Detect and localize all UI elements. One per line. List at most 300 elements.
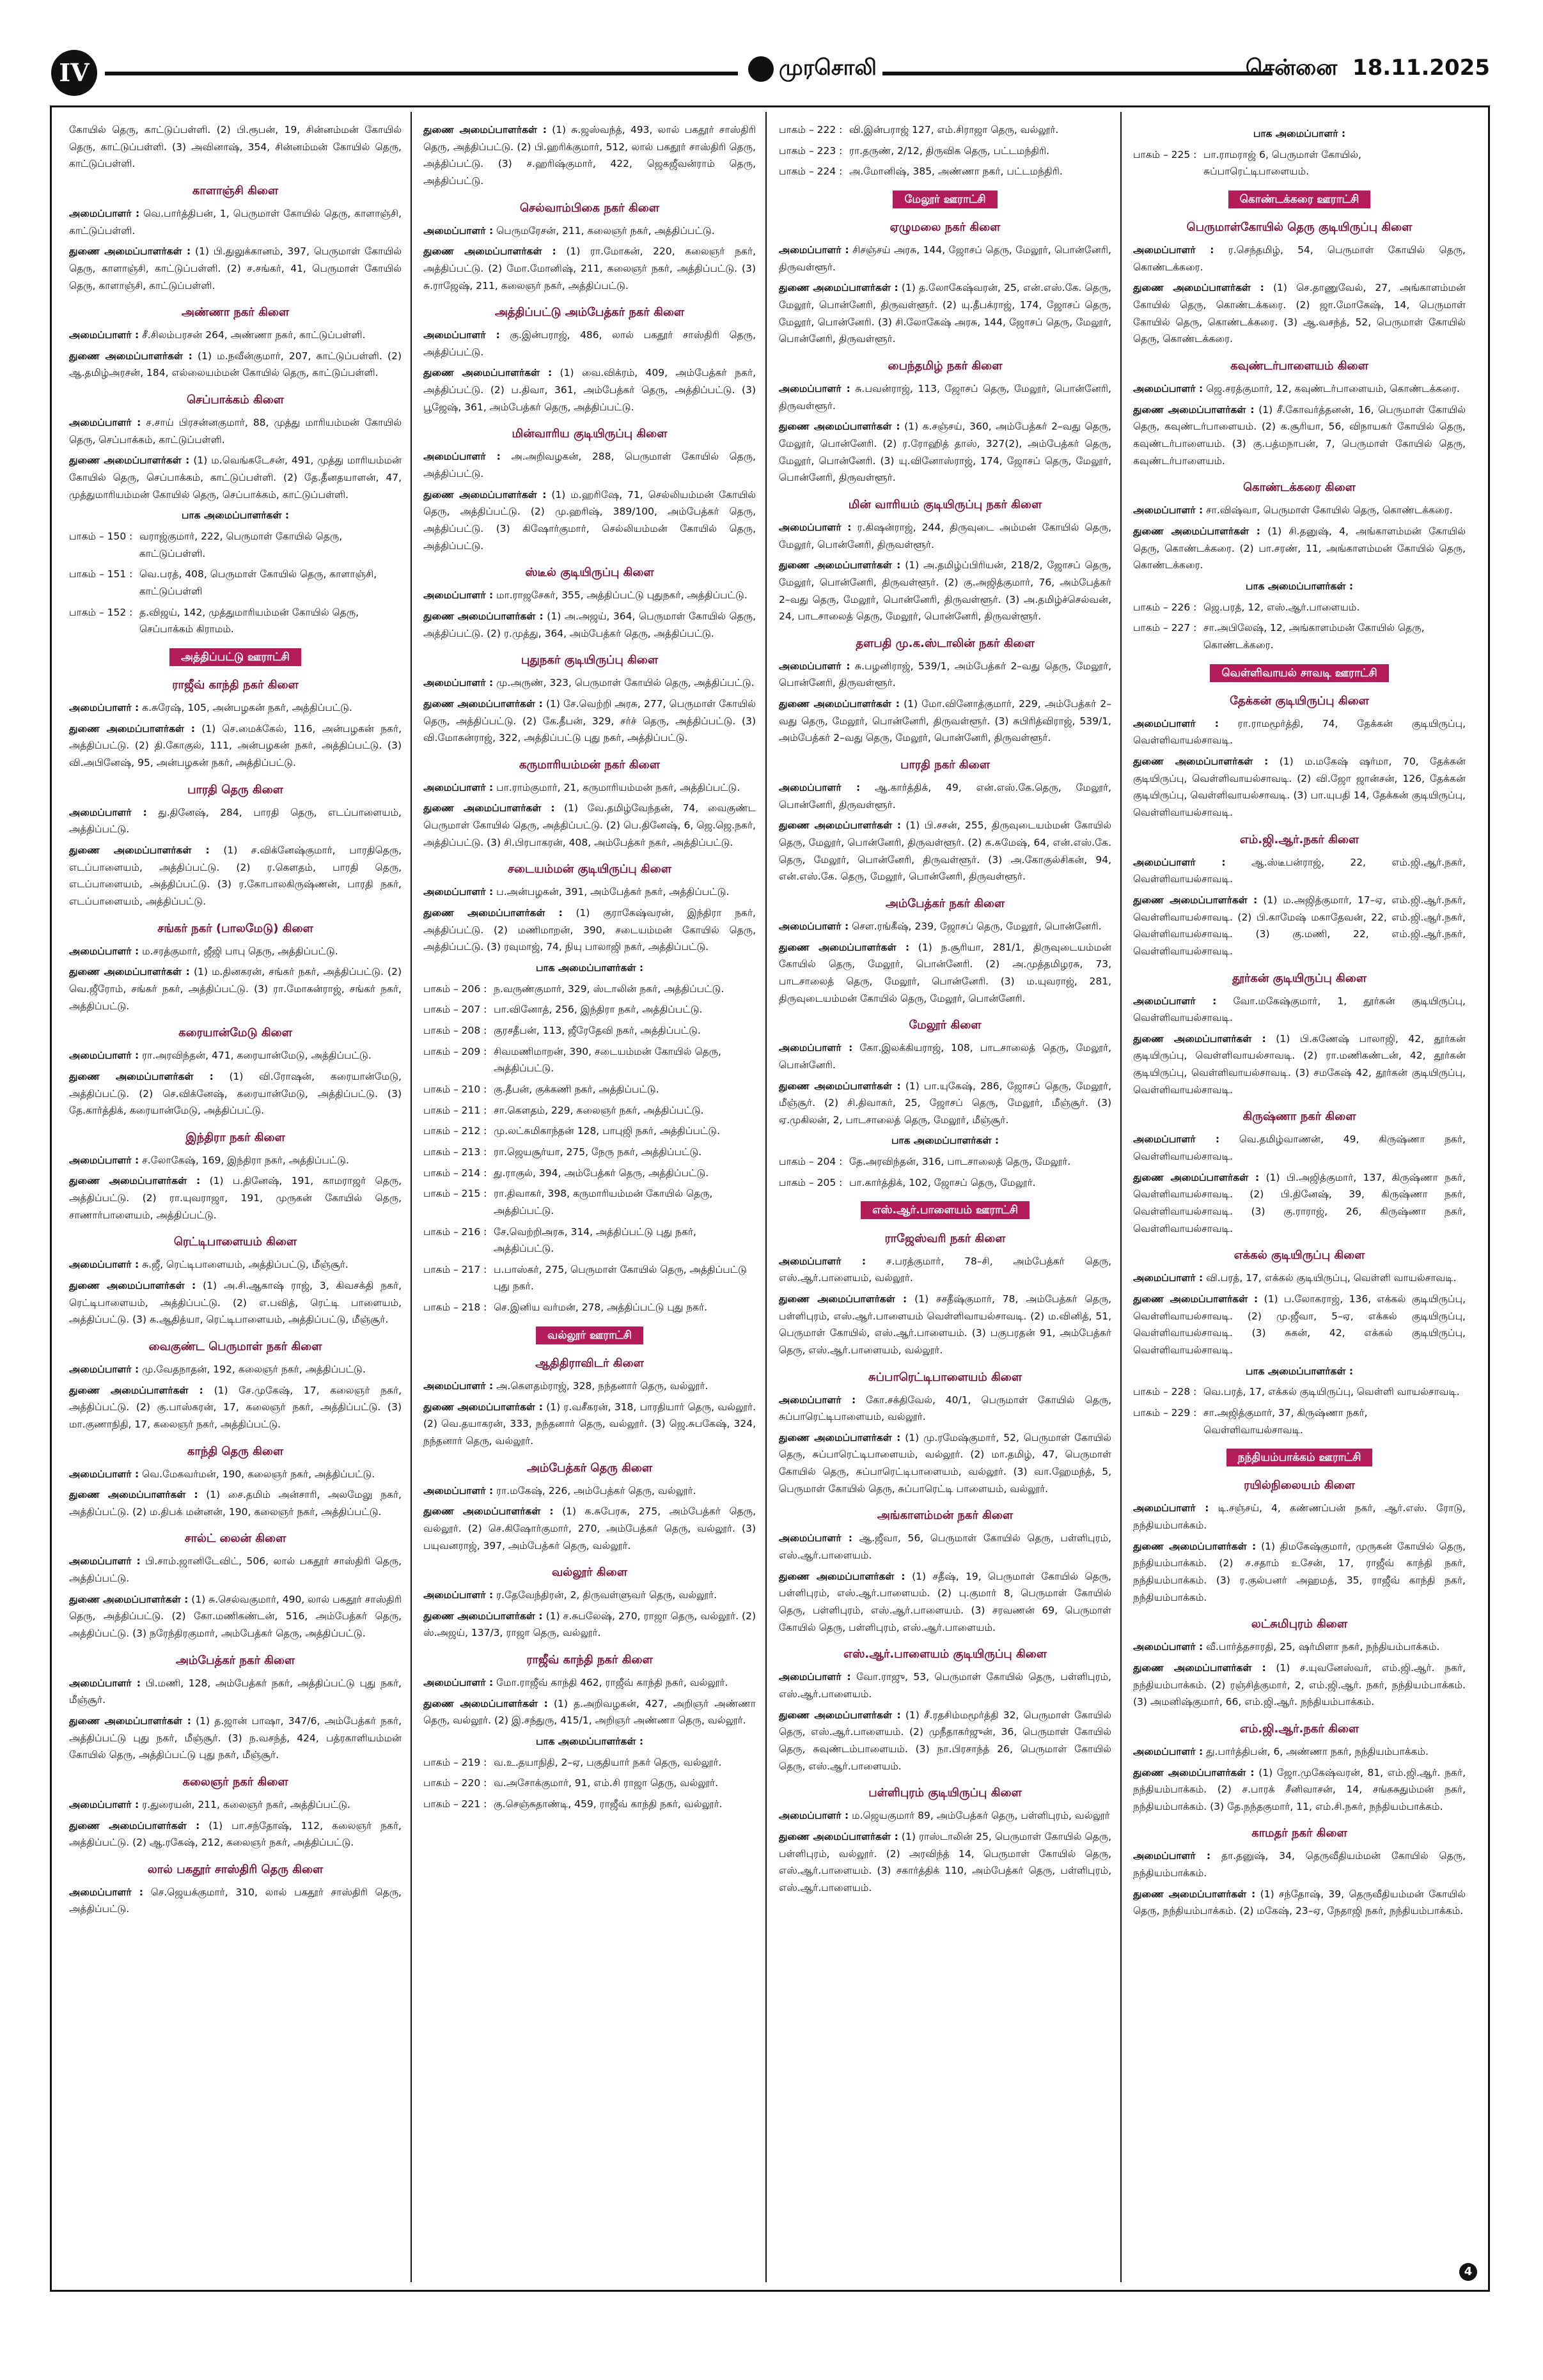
panchayat-name: கொண்டக்கரை ஊராட்சி	[1228, 191, 1371, 208]
organizer-entry	[779, 658, 1111, 692]
booth-number: பாகம் – 219 :	[423, 1756, 487, 1768]
entry-text: ரா.ராமமூர்த்தி, 74, தேக்கன் குடியிருப்பு, வெள்ளிவாயல்சாவடி.	[1133, 717, 1466, 747]
organizer-entry	[69, 1256, 402, 1273]
role-label: அமைப்பாளர் :	[1133, 504, 1203, 517]
organizer-entry	[423, 243, 756, 294]
role-label: அமைப்பாளர் :	[1133, 1745, 1203, 1757]
entry-text: ச.பரத்குமார், 78–சி, அம்பேத்கர் தெரு, எஸ்.ஆர்.பாளையம், வல்லூர்.	[779, 1255, 1111, 1284]
booth-entry	[423, 1123, 756, 1140]
organizer-entry	[69, 842, 402, 910]
booth-heading: பாக அமைப்பாளர்கள் :	[535, 961, 644, 974]
panchayat-name: மேலூர் ஊராட்சி	[893, 191, 997, 208]
organizer-entry	[423, 1503, 756, 1554]
branch-heading: அம்பேத்கர் நகர் கிளை	[175, 1653, 295, 1667]
role-label: துணை அமைப்பாளர்கள் :	[1133, 1766, 1255, 1778]
entry-text: ரா.மகேஷ், 226, அம்பேத்கர் தெரு, வல்லூர்.	[496, 1484, 696, 1497]
entry-text: சீ.சிலம்பரசன் 264, அண்ணா நகர், காட்டுப்பள்ளி.	[142, 329, 366, 341]
booth-number: பாகம் – 227 :	[1133, 622, 1197, 634]
organizer-entry	[779, 1530, 1111, 1564]
branch-heading: லால் பகதூர் சாஸ்திரி தெரு கிளை	[147, 1862, 324, 1876]
entry-text: ர.தேவேந்திரன், 2, திருவள்ளுவர் தெரு, வல்லூர்.	[496, 1589, 717, 1601]
booth-entry	[423, 1102, 756, 1119]
role-label: துணை அமைப்பாளர்கள் :	[1133, 403, 1255, 416]
organizer-entry	[69, 121, 402, 173]
entry-text: கோயில் தெரு, காட்டுப்பள்ளி. (2) பி.ரூபன், 19, சின்னம்மன் கோயில் தெரு, காட்டுப்பள்ளி. (3) அவினாஷ், 354, சின்னம்மன் கோயில் தெரு, காட்டுப்பள்ளி.	[69, 124, 402, 170]
booth-organizer: தே.அரவிந்தன், 316, பாடசாலைத் தெரு, மேலூர்.	[849, 1156, 1071, 1168]
branch-heading: அண்ணா நகர் கிளை	[181, 306, 290, 320]
booth-number: பாகம் – 221 :	[423, 1798, 487, 1810]
panchayat-banner	[1133, 191, 1466, 209]
booth-entry	[779, 1153, 1111, 1171]
role-label: துணை அமைப்பாளர்கள் :	[423, 1697, 548, 1709]
branch-heading: பள்ளிபுரம் குடியிருப்பு கிளை	[868, 1786, 1022, 1800]
entry-text: (1) ரா.மோகன், 220, கலைஞர் நகர், அத்திப்பட்டு. (2) மோ.மோனிஷ், 211, கலைஞர் நகர், அத்திப்பட்டு. (3) சு.ராஜேஷ், 211, கலைஞர் நகர், அத்திப்பட்டு.	[423, 245, 756, 292]
entry-text: செள.ரங்கீஷ், 239, ஜோசப் தெரு, மேலூர், பொன்னேரி.	[852, 920, 1102, 932]
booth-organizer: சா.அஜித்குமார், 37, கிருஷ்ணா நகர், வெள்ளிவாயல்சாவடி.	[1203, 1406, 1368, 1436]
column-4	[1133, 121, 1466, 2276]
lion-logo-icon	[748, 56, 774, 82]
booth-organizer: ரா.ஜெயசூர்யா, 275, நேரு நகர், அத்திப்பட்டு.	[494, 1146, 702, 1158]
role-label: துணை அமைப்பாளர்கள் :	[779, 1293, 907, 1305]
booth-entry	[1133, 599, 1466, 616]
branch-heading: கரையான்மேடு கிளை	[178, 1026, 292, 1040]
booth-number: பாகம் – 150 :	[69, 531, 133, 543]
organizer-entry	[423, 121, 756, 190]
role-label: துணை அமைப்பாளர்கள் :	[69, 1489, 198, 1501]
branch-heading: மின்வாரிய குடியிருப்பு கிளை	[512, 427, 668, 441]
role-label: துணை அமைப்பாளர்கள் :	[69, 1384, 203, 1396]
entry-text: (1) பி.துலுக்கானம், 397, பெருமாள் கோயில் தெரு, காளாஞ்சி, காட்டுப்பள்ளி. (2) ச.சங்கர், 41, பெருமாள் கோயில் தெரு, காளாஞ்சி, காட்டுப்பள்ளி.	[69, 245, 402, 292]
organizer-entry	[69, 205, 402, 239]
booth-entry	[423, 1224, 756, 1257]
booth-organizer: து.ராகுல், 394, அம்பேத்கர் தெரு, அத்திப்பட்டு.	[494, 1167, 709, 1179]
booth-entry	[423, 1754, 756, 1771]
booth-organizer: சிவமணிமாறன், 390, சடையம்மன் கோயில் தெரு, அத்திப்பட்டு.	[494, 1045, 721, 1075]
booth-entry	[1133, 1383, 1466, 1401]
booth-organizer: பா.ராமராஜ் 6, பெருமாள் கோயில், சுப்பாரெட்டிபாளையம்.	[1203, 148, 1361, 178]
booth-number: பாகம் – 214 :	[423, 1167, 487, 1179]
booth-number: பாகம் – 226 :	[1133, 601, 1197, 613]
page-number: 4	[1459, 2263, 1477, 2281]
organizer-entry	[69, 1675, 402, 1709]
role-label: துணை அமைப்பாளர்கள் :	[69, 1175, 201, 1187]
organizer-entry	[1133, 401, 1466, 470]
branch-heading: கொண்டக்கரை கிளை	[1243, 481, 1356, 495]
organizer-entry	[423, 779, 756, 797]
entry-text: ஆ.கார்த்திக், 49, என்.எஸ்.கே.தெரு, மேலூர், பொன்னேரி, திருவள்ளூர்.	[779, 782, 1111, 811]
branch-heading: ரயில்நிலையம் கிளை	[1244, 1479, 1355, 1493]
booth-organizer: சே.வெற்றிஅரசு, 314, அத்திப்பட்டு புது நகர், அத்திப்பட்டு.	[494, 1225, 696, 1255]
entry-text: (1) ர.வசீகரன், 318, பாரதியார் தெரு, வல்லூர். (2) வெ.தயாகரன், 333, நந்தனார் தெரு, வல்லூர். (3) ஜெ.சுபகேஷ், 324, நந்தனார் தெரு, வல்லூர்.	[423, 1401, 756, 1447]
booth-entry	[1133, 619, 1466, 653]
role-label: துணை அமைப்பாளர்கள் :	[69, 1070, 214, 1082]
branch-heading: அங்காளம்மன் நகர் கிளை	[877, 1509, 1014, 1523]
panchayat-banner	[779, 191, 1111, 209]
branch-heading: இந்திரா நகர் கிளை	[185, 1130, 285, 1144]
panchayat-banner	[423, 1326, 756, 1345]
organizer-entry	[423, 800, 756, 851]
booth-entry	[779, 1174, 1111, 1192]
entry-text: அ.கௌதம்ராஜ், 328, நந்தனார் தெரு, வல்லூர்.	[496, 1380, 709, 1392]
entry-text: (1) சே.வெற்றி அரசு, 277, பெருமாள் கோயில் தெரு, அத்திப்பட்டு. (2) கே.தீபன், 329, சர்ச் தெரு, அத்திப்பட்டு. (3) வி.மோகன்ராஜ், 322, அத்திப்பட்டு புது நகர், அத்திப்பட்டு.	[423, 697, 756, 744]
entry-text: கோ.இலக்கியராஜ், 108, பாடசாலைத் தெரு, மேலூர், பொன்னேரி.	[779, 1042, 1111, 1071]
entry-text: (1) பி.கணேஷ் பாலாஜி, 42, தூர்கன் குடியிருப்பு, வெள்ளிவாயல்சாவடி. (2) ரா.மணிகண்டன், 42, தூர்கன் குடியிருப்பு, வெள்ளிவாயல்சாவடி. (3) சமகேஷ் 42, தூர்கன் குடியிருப்பு, வெள்ளிவாயல்சாவடி.	[1133, 1032, 1466, 1096]
organizer-entry	[1133, 753, 1466, 821]
booth-entry	[69, 528, 402, 562]
role-label: துணை அமைப்பாளர்கள் :	[69, 350, 192, 362]
role-label: துணை அமைப்பாளர்கள் :	[779, 1570, 905, 1582]
role-label: துணை அமைப்பாளர்கள் :	[1133, 1032, 1266, 1045]
role-label: அமைப்பாளர் :	[69, 1468, 139, 1480]
entry-text: ரா.அரவிந்தன், 471, கரையான்மேடு, அத்திப்பட்டு.	[142, 1050, 372, 1062]
role-label: துணை அமைப்பாளர்கள் :	[1133, 1171, 1260, 1183]
role-label: அமைப்பாளர் :	[69, 1555, 141, 1567]
entry-text: பெருமரேசன், 211, கலைஞர் நகர், அத்திப்பட்டு.	[496, 224, 715, 237]
entry-text: (1) மோ.வினோத்குமார், 229, அம்பேத்கர் 2–வது தெரு, மேலூர், பொன்னேரி, திருவள்ளூர். (3) சுபிரித்விராஜ், 539/1, அம்பேத்கர் 2–வது தெரு, மேலூர், பொன்னேரி, திருவள்ளூர்.	[779, 698, 1111, 744]
entry-text: (1) செ.மைக்கேல், 116, அன்பழகன் நகர், அத்திப்பட்டு. (2) தி.கோகுல், 111, அன்பழகன் நகர், அத்திப்பட்டு. (3) வி.அபினேஷ், 95, அன்பழகன் நகர், அத்திப்பட்டு.	[69, 722, 402, 769]
role-label: துணை அமைப்பாளர்கள் :	[779, 1080, 901, 1092]
organizer-entry	[1133, 1270, 1466, 1287]
panchayat-name: அத்திப்பட்டு ஊராட்சி	[169, 648, 301, 666]
organizer-entry	[69, 1172, 402, 1224]
organizer-entry	[1133, 1764, 1466, 1816]
entry-text: மோ.ராஜீவ் காந்தி 462, ராஜீவ் காந்தி நகர், வல்லூர்.	[496, 1677, 728, 1689]
booth-entry	[779, 143, 1111, 160]
entry-text: (1) சந்தோஷ், 39, தெருவீதியம்மன் கோயில் தெரு, நந்தியம்பாக்கம். (2) மகேஷ், 23–ஏ, நேதாஜி நகர், நந்தியம்பாக்கம்.	[1133, 1888, 1466, 1917]
entry-text: (1) பா.யுகேஷ், 286, ஜோசப் தெரு, மேலூர், மீஞ்சூர். (2) சி.திவாகர், 25, ஜோசப் தெரு, மேலூர், மீஞ்சூர். (3) ஏ.முகிலன், 2, பாடசாலைத் தெரு, மேலூர், மீஞ்சூர்.	[779, 1080, 1111, 1126]
booth-entry	[423, 1185, 756, 1219]
role-label: துணை அமைப்பாளர்கள் :	[69, 1593, 189, 1605]
organizer-entry	[423, 1482, 756, 1500]
branch-heading: கவுண்டர்பாளையம் கிளை	[1230, 359, 1368, 373]
booth-heading: பாக அமைப்பாளர்கள் :	[1245, 580, 1354, 592]
organizer-entry	[69, 943, 402, 960]
role-label: துணை அமைப்பாளர்கள் :	[423, 802, 555, 814]
booth-entry	[1133, 146, 1466, 180]
entry-text: து.தினேஷ், 284, பாரதி தெரு, எடப்பாளையம், அத்திப்பட்டு.	[69, 806, 402, 836]
panchayat-banner	[1133, 664, 1466, 683]
booth-heading: பாக அமைப்பாளர்கள் :	[181, 509, 290, 522]
role-label: அமைப்பாளர் :	[779, 1042, 853, 1054]
branch-heading: ராஜீவ் காந்தி நகர் கிளை	[172, 678, 299, 692]
entry-text: (1) சீ.ரதசிம்மமூர்த்தி 32, பெருமாள் கோயில் தெரு, எஸ்.ஆர்.பாளையம். (2) முநீதாகர்ஜுன், 36, பெருமாள் கோயில் தெரு, சுவுண்டம்பாளையம். (3) நா.பிரசாந்த் 26, பெருமாள் கோயில் தெரு, எஸ்.ஆர்.பாளையம்.	[779, 1709, 1111, 1772]
role-label: அமைப்பாளர் :	[1133, 856, 1226, 868]
entry-text: வோ.மகேஷ்குமார், 1, தூர்கன் குடியிருப்பு, வெள்ளிவாயல்சாவடி.	[1133, 995, 1466, 1024]
booth-organizer: த.விஜய், 142, முத்துமாரியம்மன் கோயில் தெரு, செப்பாக்கம் கிராமம்.	[139, 606, 359, 635]
organizer-entry	[69, 1068, 402, 1119]
organizer-entry	[423, 674, 756, 692]
organizer-entry	[423, 696, 756, 747]
booth-entry	[423, 1165, 756, 1182]
branch-heading: மின் வாரியம் குடியிருப்பு நகர் கிளை	[848, 497, 1042, 511]
entry-text: ம.ஜெயகுமார் 89, அம்பேத்கர் தெரு, பள்ளிபுரம், வல்லூர்	[852, 1810, 1110, 1822]
role-label: அமைப்பாளர் :	[779, 383, 850, 395]
entry-text: ஆ.ஸ்டீபன்ராஜ், 22, எம்.ஜி.ஆர்.நகர், வெள்ளிவாயல்சாவடி.	[1133, 856, 1466, 885]
role-label: துணை அமைப்பாளர்கள் :	[779, 698, 900, 710]
entry-text: (1) பி.சசன், 255, திருவுடையம்மன் கோயில் தெரு, மேலூர், பொன்னேரி, திருவள்ளூர். (2) க.சுமேஷ், 64, என்.எஸ்.கே. தெரு, மேலூர், பொன்னேரி, திருவள்ளூர். (3) அ.கோகுல்சிகன், 94, என்.எஸ்.கே. தெரு, மேலூர், பொன்னேரி, திருவள்ளூர்.	[779, 820, 1111, 883]
role-label: அமைப்பாளர் :	[779, 244, 849, 256]
entry-text: மு.அருண், 323, பெருமாள் கோயில் தெரு, அத்திப்பட்டு.	[496, 677, 755, 689]
branch-heading: எம்.ஜி.ஆர்.நகர் கிளை	[1239, 1722, 1359, 1736]
booth-number: பாகம் – 152 :	[69, 606, 133, 618]
entry-text: (1) வி.ரோஷன், கரையான்மேடு, அத்திப்பட்டு. (2) செ.விக்னேஷ், கரையான்மேடு, அத்திப்பட்டு. (3) தே.கார்த்திக், கரையான்மேடு, அத்திப்பட்டு.	[69, 1070, 402, 1117]
role-label: துணை அமைப்பாளர்கள் :	[69, 1819, 200, 1832]
booth-entry	[423, 1043, 756, 1077]
role-label: அமைப்பாளர் :	[423, 1380, 494, 1392]
organizer-entry	[779, 279, 1111, 348]
entry-text: (1) அ.தமிழ்ப்பிரியன், 218/2, ஜோசப் தெரு, மேலூர், பொன்னேரி, திருவள்ளூர். (2) கு.அஜித்குமார், 76, அம்பேத்கர் 2–வது தெரு, மேலூர், பொன்னேரி, திருவள்ளூர். (3) அ.தமிழ்ச்செல்வன், 24, பாடசாலைத் தெரு, மேலூர், பொன்னேரி, திருவள்ளூர்.	[779, 559, 1111, 623]
role-label: துணை அமைப்பாளர்கள் :	[779, 1431, 901, 1443]
organizer-entry	[69, 1466, 402, 1483]
column-divider	[1120, 112, 1122, 2282]
organizer-entry	[69, 1796, 402, 1814]
booth-heading: பாக அமைப்பாளர் :	[1253, 128, 1346, 139]
entry-text: (1) சு.செல்வகுமார், 490, லால் பகதூர் சாஸ்திரி தெரு, அத்திப்பட்டு. (2) கோ.மணிகண்டன், 516, அம்பேத்கர் தெரு, அத்திப்பட்டு. (3) நரேந்திரகுமார், அம்பேத்கர் தெரு, அத்திப்பட்டு.	[69, 1593, 402, 1640]
panchayat-name: நந்தியம்பாக்கம் ஊராட்சி	[1226, 1449, 1373, 1466]
role-label: அமைப்பாளர் :	[779, 1810, 849, 1822]
booth-organizer: அ.மோனிஷ், 385, அண்ணா நகர், பட்டமந்திரி.	[849, 166, 1063, 178]
organizer-entry	[69, 963, 402, 1015]
entry-text: (1) ப.லோகராஜ், 136, எக்கல் குடியிருப்பு, வெள்ளிவாயல்சாவடி. (2) மு.ஜீவா, 5–ஏ, எக்கல் குடியிருப்பு, வெள்ளிவாயல்சாவடி. (3) சுகன், 42, எக்கல் குடியிருப்பு, வெள்ளிவாயல்சாவடி.	[1133, 1293, 1466, 1356]
entry-text: (1) ப.தினேஷ், 191, காமராஜர் தெரு, அத்திப்பட்டு. (2) ரா.யுவராஜா, 191, முருகன் கோயில் தெரு, சாணார்பாளையம், அத்திப்பட்டு.	[69, 1175, 402, 1221]
branch-heading: புதுநகர் குடியிருப்பு கிளை	[521, 653, 659, 667]
entry-text: (1) மு.ரமேஷ்குமார், 52, பெருமாள் கோயில் தெரு, சுப்பாரெட்டிபாளையம், வல்லூர். (2) மா.தமிழ், 47, பெருமாள் கோயில் தெரு, சுப்பாரெட்டிபாளையம், வல்லூர். (3) வா.ஹேமந்த், 5, பெருமாள் கோயில் தெரு, சுப்பாரெட்டி பாளையம், வல்லூர்.	[779, 1431, 1111, 1495]
organizer-entry	[69, 1047, 402, 1064]
booth-number: பாகம் – 207 :	[423, 1004, 487, 1016]
masthead-rule-right	[882, 72, 1273, 75]
branch-heading: பாரதி தெரு கிளை	[187, 782, 283, 797]
role-label: அமைப்பாளர் :	[779, 521, 852, 533]
entry-text: ஜெ.சரத்குமார், 12, கவுண்டர்பாளையம், கொண்டக்கரை.	[1206, 383, 1460, 395]
booth-number: பாகம் – 229 :	[1133, 1406, 1197, 1419]
entry-text: ர.செந்தமிழ், 54, பெருமாள் கோயில் தெரு, கொண்டக்கரை.	[1133, 244, 1466, 273]
role-label: அமைப்பாளர் :	[69, 1050, 139, 1062]
role-label: அமைப்பாளர் :	[69, 702, 139, 714]
branch-heading: ராஜீவ் காந்தி நகர் கிளை	[526, 1653, 653, 1667]
organizer-entry	[779, 380, 1111, 414]
organizer-entry	[423, 1608, 756, 1642]
role-label: துணை அமைப்பாளர்கள் :	[1133, 282, 1264, 294]
entry-text: (1) ம.மகேஷ் ஷர்மா, 70, தேக்கன் குடியிருப்பு, வெள்ளிவாயல்சாவடி. (2) வி.ஜோ ஜான்சன், 126, தேக்கன் குடியிருப்பு, வெள்ளிவாயல்சாவடி. (3) பா.யுபதி 14, தேக்கன் குடியிருப்பு, வெள்ளிவாயல்சாவடி.	[1133, 756, 1466, 818]
organizer-entry	[69, 327, 402, 344]
entry-text: சு.பழனிராஜ், 539/1, அம்பேத்கர் 2–வது தெரு, மேலூர், பொன்னேரி, திருவள்ளூர்.	[779, 660, 1111, 689]
role-label: அமைப்பாளர் :	[1133, 1850, 1211, 1862]
branch-heading: கலைஞர் நகர் கிளை	[182, 1775, 288, 1789]
organizer-entry	[69, 1591, 402, 1642]
organizer-entry	[1133, 1169, 1466, 1238]
entry-text: கு.இன்பராஜ், 486, லால் பகதூர் சாஸ்திரி தெரு, அத்திப்பட்டு.	[423, 329, 756, 358]
entry-text: (1) ம.தினகரன், சங்கர் நகர், அத்திப்பட்டு. (2) வெ.ஜீரோம், சங்கர் நகர், அத்திப்பட்டு. (3) ரா.மோகன்ராஜ், சங்கர் நகர், அத்திப்பட்டு.	[69, 966, 402, 1012]
entry-text: க.சுரேஷ், 105, அன்பழகன் நகர், அத்திப்பட்டு.	[142, 702, 352, 714]
entry-text: வி.பரத், 17, எக்கல் குடியிருப்பு, வெள்ளி வாயல்சாவடி.	[1206, 1272, 1457, 1284]
organizer-entry	[69, 1817, 402, 1851]
entry-text: வோ.ராஜு, 53, பெருமாள் கோயில் தெரு, பள்ளிபுரம், எஸ்.ஆர்.பாளையம்.	[779, 1671, 1111, 1700]
role-label: அமைப்பாளர் :	[423, 1677, 494, 1689]
organizer-entry	[779, 242, 1111, 276]
booth-heading: பாக அமைப்பாளர்கள் :	[535, 1736, 644, 1748]
entry-text: (1) ச.சுபலேஷ், 270, ராஜா தெரு, வல்லூர். (2) ஸ்.அஜய், 137/3, ராஜா தெரு, வல்லூர்.	[423, 1610, 756, 1639]
entry-text: செ.ஜெயக்குமார், 310, லால் பகதூர் சாஸ்திரி தெரு, அத்திப்பட்டு.	[69, 1886, 402, 1915]
organizer-entry	[69, 452, 402, 503]
role-label: துணை அமைப்பாளர்கள் :	[69, 966, 190, 978]
role-label: துணை அமைப்பாளர்கள் :	[423, 245, 556, 258]
entry-text: (1) க.சுபேரசு, 275, அம்பேத்கர் தெரு, வல்லூர். (2) செ.கிஷோர்குமார், 270, அம்பேத்கர் தெரு, வல்லூர். (3) பயுவனராஜ், 397, அம்பேத்கர் தெரு, வல்லூர்.	[423, 1505, 756, 1552]
booth-number: பாகம் – 216 :	[423, 1225, 487, 1238]
column-3	[779, 121, 1111, 2276]
organizer-entry	[423, 1399, 756, 1450]
organizer-entry	[779, 1291, 1111, 1359]
branch-heading: சுப்பாரெட்டிபாளையம் கிளை	[868, 1370, 1022, 1384]
booth-entry	[423, 1796, 756, 1813]
role-label: அமைப்பாளர் :	[779, 782, 861, 794]
organizer-entry	[1133, 279, 1466, 348]
role-label: துணை அமைப்பாளர்கள் :	[1133, 1661, 1266, 1674]
branch-heading: பைந்தமிழ் நகர் கிளை	[888, 359, 1003, 373]
role-label: அமைப்பாளர் :	[1133, 717, 1219, 729]
booth-entry	[423, 1022, 756, 1039]
branch-heading: பெருமாள்கோயில் தெரு குடியிருப்பு கிளை	[1186, 221, 1413, 235]
booth-number: பாகம் – 210 :	[423, 1083, 487, 1095]
booth-organizer: வெ.பரத், 17, எக்கல் குடியிருப்பு, வெள்ளி வாயல்சாவடி.	[1203, 1386, 1460, 1398]
entry-text: (1) த.லோகேஷ்வரன், 25, என்.எஸ்.கே. தெரு, மேலூர், பொன்னேரி, திருவள்ளூர். (2) யு.தீபக்ராஜ், 174, ஜோசப் தெரு, மேலூர், பொன்னேரி. (3) சி.லோகேஷ் அரசு, 144, ஜோசப் தெரு, மேலூர், பொன்னேரி, திருவள்ளூர்.	[779, 282, 1111, 345]
role-label: அமைப்பாளர் :	[69, 945, 139, 957]
role-label: துணை அமைப்பாளர்கள் :	[779, 820, 902, 832]
branch-heading: சங்கர் நகர் (பாலமேடு) கிளை	[157, 921, 313, 935]
organizer-entry	[1133, 993, 1466, 1027]
branch-heading: ஸ்டீல் குடியிருப்பு கிளை	[525, 566, 654, 580]
role-label: அமைப்பாளர் :	[69, 1259, 139, 1271]
entry-text: பி.சாம்.ஜானிடேவிட், 506, லால் பகதூர் சாஸ்திரி தெரு, அத்திப்பட்டு.	[69, 1555, 402, 1585]
role-label: துணை அமைப்பாளர்கள் :	[423, 1401, 543, 1413]
organizer-entry	[1133, 380, 1466, 398]
role-label: அமைப்பாளர் :	[69, 1886, 143, 1898]
entry-text: (1) பி.அஜித்குமார், 137, கிருஷ்ணா நகர், வெள்ளிவாயல்சாவடி. (2) பி.தினேஷ், 39, கிருஷ்ணா நகர், வெள்ளிவாயல்சாவடி. (3) கு.ராராஜ், 26, கிருஷ்ணா நகர், வெள்ளிவாயல்சாவடி.	[1133, 1171, 1466, 1234]
organizer-entry	[69, 414, 402, 448]
organizer-entry	[779, 557, 1111, 625]
role-label: அமைப்பாளர் :	[779, 1255, 866, 1267]
entry-text: கோ.சக்திவேல், 40/1, பெருமாள் கோயில் தெரு, சுப்பாரெட்டிபாளையம், வல்லூர்.	[779, 1394, 1111, 1423]
organizer-entry	[69, 804, 402, 838]
role-label: துணை அமைப்பாளர்கள் :	[69, 1715, 191, 1727]
organizer-entry	[423, 1674, 756, 1692]
organizer-entry	[423, 587, 756, 604]
role-label: அமைப்பாளர் :	[1133, 1133, 1220, 1146]
entry-text: சிசஞ்சய் அரசு, 144, ஜோசப் தெரு, மேலூர், பொன்னேரி, திருவள்ளூர்.	[779, 244, 1111, 273]
booth-number: பாகம் – 217 :	[423, 1263, 487, 1275]
branch-heading: தளபதி மு.க.ஸ்டாலின் நகர் கிளை	[856, 636, 1035, 650]
role-label: அமைப்பாளர் :	[423, 886, 494, 898]
branch-heading: ஆதிதிராவிடர் கிளை	[535, 1357, 644, 1371]
role-label: அமைப்பாளர் :	[69, 329, 139, 341]
organizer-entry	[1133, 1031, 1466, 1099]
role-label: துணை அமைப்பாளர்கள் :	[1133, 1888, 1256, 1900]
branch-heading: கிருஷ்ணா நகர் கிளை	[1242, 1110, 1356, 1124]
organizer-entry	[1133, 1538, 1466, 1606]
organizer-entry	[1133, 502, 1466, 519]
brand-name: முரசொலி	[779, 55, 877, 81]
entry-text: (1) க.சஞ்சய், 360, அம்பேத்கர் 2–வது தெரு, மேலூர், பொன்னேரி. (2) ர.ரோஹித் தாஸ், 327(2), அம்பேத்கர் தெரு, மேலூர், பொன்னேரி. (3) யு.வினோஸ்ராஜ், 174, ஜோசப் தெரு, மேலூர், பொன்னேரி, திருவள்ளூர்.	[779, 421, 1111, 484]
role-label: அமைப்பாளர் :	[1133, 1641, 1203, 1653]
branch-heading: எஸ்.ஆர்.பாளையம் குடியிருப்பு கிளை	[843, 1647, 1047, 1661]
booth-number: பாகம் – 223 :	[779, 144, 843, 157]
booth-number: பாகம் – 204 :	[779, 1156, 843, 1168]
organizer-entry	[779, 696, 1111, 747]
organizer-entry	[423, 1378, 756, 1395]
booth-number: பாகம் – 213 :	[423, 1146, 487, 1158]
organizer-entry	[779, 1828, 1111, 1897]
entry-text: பி.மணி, 128, அம்பேத்கர் நகர், அத்திப்பட்டு புது நகர், மீஞ்சூர்.	[69, 1677, 402, 1706]
organizer-entry	[779, 1078, 1111, 1129]
organizer-entry	[423, 448, 756, 482]
entry-text: மா.ராஜசேகர், 355, அத்திப்பட்டு புதுநகர், அத்திப்பட்டு.	[496, 589, 748, 602]
entry-text: (1) ம.ஹரிஷே, 71, செல்லியம்மன் கோயில் தெரு, அத்திப்பட்டு. (2) மு.ஹரிஷ், 389/100, அம்பேத்கர் தெரு, அத்திப்பட்டு. (3) கிஷோர்குமார், செல்லியம்மன் கோயில் தெரு, அத்திப்பட்டு.	[423, 488, 756, 552]
role-label: துணை அமைப்பாளர்கள் :	[423, 907, 563, 919]
role-label: துணை அமைப்பாளர்கள் :	[423, 124, 547, 136]
page-label: IV	[51, 50, 97, 96]
booth-number: பாகம் – 206 :	[423, 983, 487, 995]
column-2	[423, 121, 756, 2276]
organizer-entry	[779, 1707, 1111, 1775]
organizer-entry	[69, 243, 402, 294]
organizer-entry	[1133, 1131, 1466, 1165]
booth-organizer: பா.வினோத், 256, இந்திரா நகர், அத்திப்பட்டு.	[494, 1004, 703, 1016]
booth-organizer: சா.அபிலேஷ், 12, அங்காளம்மன் கோயில் தெரு, கொண்டக்கரை.	[1203, 622, 1425, 651]
entry-text: (1) த.அறிவழகன், 427, அறிஞர் அண்ணா தெரு, வல்லூர். (2) இ.சந்துரு, 415/1, அறிஞர் அண்ணா தெரு, வல்லூர்.	[423, 1697, 756, 1727]
branch-heading: அம்பேத்கர் தெரு கிளை	[526, 1461, 653, 1475]
organizer-entry	[1133, 523, 1466, 574]
entry-text: (1) செ.தாணுவேல், 27, அங்காளம்மன் கோயில் தெரு, கொண்டக்கரை. (2) ஜா.மோகேஷ், 14, பெருமாள் கோயில் தெரு, கொண்டக்கரை. (3) ஆ.வசந்த், 52, பெருமாள் கோயில் தெரு, கொண்டக்கரை.	[1133, 282, 1466, 345]
organizer-entry	[779, 817, 1111, 885]
booth-number: பாகம் – 225 :	[1133, 148, 1197, 160]
role-label: அமைப்பாளர் :	[423, 451, 501, 463]
role-label: அமைப்பாளர் :	[69, 806, 147, 818]
branch-heading: ஏழுமலை நகர் கிளை	[889, 221, 1001, 235]
role-label: துணை அமைப்பாளர்கள் :	[779, 421, 900, 433]
booth-number: பாகம் – 208 :	[423, 1024, 487, 1036]
booth-number: பாகம் – 224 :	[779, 166, 843, 178]
entry-text: தா.தனுஷ், 34, தெருவீதியம்மன் கோயில் தெரு, நந்தியம்பாக்கம்.	[1133, 1850, 1466, 1879]
booth-number: பாகம் – 220 :	[423, 1777, 487, 1789]
issue-date: 18.11.2025	[1352, 55, 1490, 81]
organizer-entry	[423, 905, 756, 956]
entry-text: (1) வே.தமிழ்வேந்தன், 74, வைகுண்ட பெருமாள் கோயில் தெரு, அத்திப்பட்டு. (2) பெ.தினேஷ், 6, ஜெ.ஜெ.நகர், அத்திப்பட்டு. (3) சி.பிரபாகரன், 408, அம்பேத்கர் நகர், அத்திப்பட்டு.	[423, 802, 756, 848]
role-label: துணை அமைப்பாளர்கள் :	[1133, 1293, 1258, 1305]
booth-organizer: சா.கௌதம், 229, கலைஞர் நகர், அத்திப்பட்டு.	[494, 1104, 704, 1116]
dateline	[1246, 55, 1490, 83]
panchayat-banner	[69, 648, 402, 667]
panchayat-banner	[779, 1201, 1111, 1220]
organizer-entry	[69, 1553, 402, 1587]
organizer-entry	[1133, 1847, 1466, 1881]
booth-number: பாகம் – 222 :	[779, 124, 843, 136]
organizer-entry	[779, 1568, 1111, 1637]
branch-heading: ரெட்டிபாளையம் கிளை	[173, 1235, 297, 1249]
organizer-entry	[779, 1392, 1111, 1426]
entry-text: ர.துரையன், 211, கலைஞர் நகர், அத்திப்பட்டு.	[142, 1798, 350, 1810]
organizer-entry	[423, 883, 756, 901]
role-label: துணை அமைப்பாளர்கள் :	[779, 1709, 901, 1721]
entry-text: ச.லோகேஷ், 169, இந்திரா நகர், அத்திப்பட்டு.	[142, 1154, 349, 1166]
booth-number: பாகம் – 209 :	[423, 1045, 487, 1057]
role-label: துணை அமைப்பாளர்கள் :	[69, 245, 191, 258]
booth-organizer: மு.லட்சுமிகாந்தன் 128, பாபுஜி நகர், அத்திப்பட்டு.	[494, 1125, 721, 1137]
booth-organizer: பா.கார்த்திக், 102, ஜோசப் தெரு, மேலூர்.	[849, 1176, 1036, 1188]
role-label: துணை அமைப்பாளர்கள் :	[69, 722, 195, 735]
panchayat-name: வல்லூர் ஊராட்சி	[536, 1326, 643, 1344]
entry-text: (1) சதீஷ், 19, பெருமாள் கோயில் தெரு, பள்ளிபுரம், எஸ்.ஆர்.பாளையம். (2) பு.குமார் 8, பெருமாள் கோயில் தெரு, பள்ளிபுரம், எஸ்.ஆர்.பாளையம். (3) சரவணன் 69, பெருமாள் கோயில் தெரு, பள்ளிபுரம், எஸ்.ஆர்.பாளையம்.	[779, 1570, 1111, 1633]
booth-number: பாகம் – 151 :	[69, 568, 133, 580]
role-label: துணை அமைப்பாளர்கள் :	[779, 559, 901, 572]
